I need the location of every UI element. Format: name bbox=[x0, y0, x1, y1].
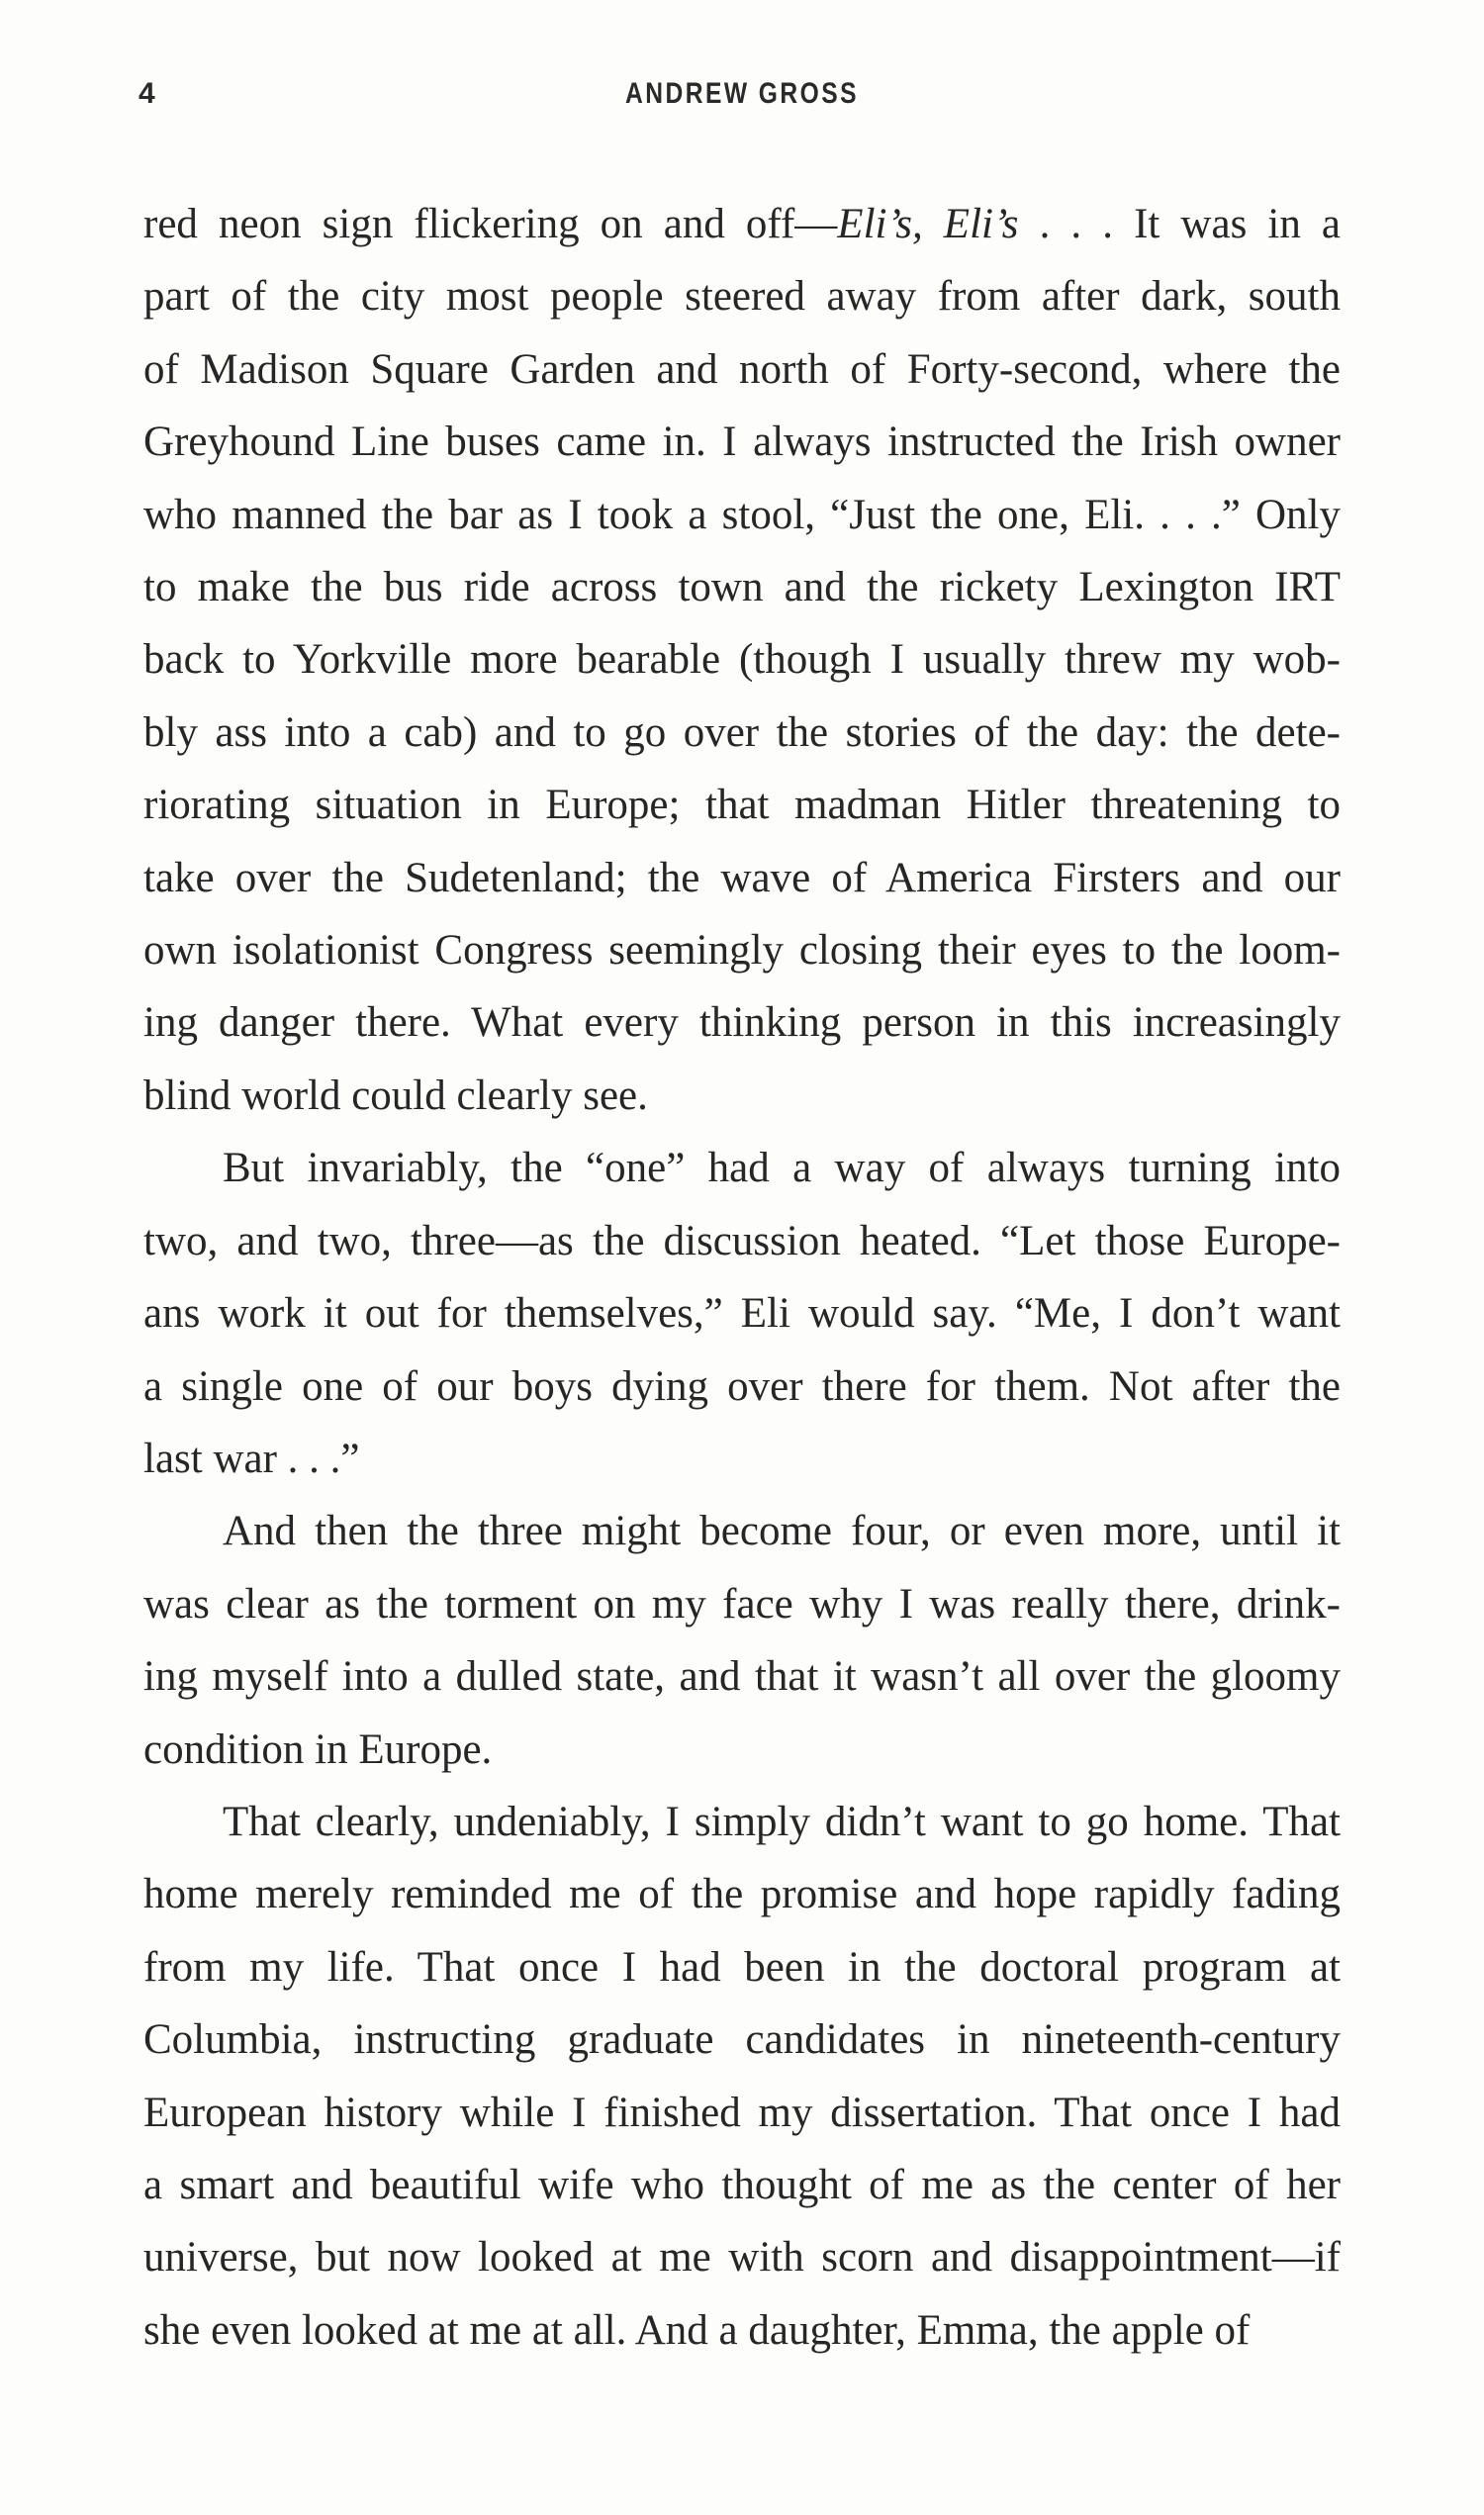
text-line: take over the Sudetenland; the wave of America Firsters and our bbox=[143, 854, 1341, 901]
running-title: ANDREW GROSS bbox=[625, 77, 859, 110]
text-line: universe, but now looked at me with scorn and disappointment—if bbox=[143, 2234, 1341, 2282]
text-line: part of the city most people steered away from after dark, south bbox=[143, 273, 1341, 321]
text-line: bly ass into a cab) and to go over the stories of the day: the dete- bbox=[143, 708, 1341, 756]
text-line: two, and two, three—as the discussion heated. “Let those Europe- bbox=[143, 1217, 1341, 1264]
text-line: condition in Europe. bbox=[143, 1725, 493, 1773]
text-line: riorating situation in Europe; that madman Hitler threatening to bbox=[143, 782, 1341, 829]
text-line: from my life. That once I had been in the doctoral program at bbox=[143, 1943, 1341, 1991]
text-line: last war . . .” bbox=[143, 1435, 360, 1482]
text-line: red neon sign flickering on and off—Eli’s, Eli’s . . . It was in a bbox=[143, 201, 1342, 247]
text-line: ing myself into a dulled state, and that it wasn’t all over the gloomy bbox=[143, 1653, 1341, 1701]
text-line: to make the bus ride across town and the rickety Lexington IRT bbox=[143, 564, 1341, 611]
text-line: home merely reminded me of the promise and hope rapidly fading bbox=[143, 1871, 1341, 1918]
text-line: ans work it out for themselves,” Eli would say. “Me, I don’t want bbox=[143, 1290, 1341, 1338]
text-line: ing danger there. What every thinking person in this increasingly bbox=[143, 999, 1341, 1047]
text-line: European history while I finished my dissertation. That once I had bbox=[143, 2089, 1341, 2136]
text-line: Greyhound Line buses came in. I always instructed the Irish owner bbox=[143, 419, 1341, 466]
page-number: 4 bbox=[139, 77, 156, 110]
text-line: she even looked at me at all. And a daughter, Emma, the apple of bbox=[143, 2306, 1251, 2354]
text-line: That clearly, undeniably, I simply didn’t want to go home. That bbox=[223, 1798, 1341, 1845]
text-line: of Madison Square Garden and north of Forty-second, where the bbox=[143, 345, 1341, 393]
body-text bbox=[143, 188, 1341, 2367]
paragraph bbox=[143, 1495, 1341, 1786]
text-line: own isolationist Congress seemingly closing their eyes to the loom- bbox=[143, 927, 1341, 975]
text-line: was clear as the torment on my face why I was really there, drink- bbox=[143, 1580, 1341, 1628]
text-line: a single one of our boys dying over there for them. Not after the bbox=[143, 1362, 1341, 1410]
text-line: a smart and beautiful wife who thought of me as the center of her bbox=[143, 2161, 1341, 2208]
paragraph bbox=[143, 1786, 1341, 2367]
text-line: But invariably, the “one” had a way of always turning into bbox=[223, 1145, 1341, 1192]
text-line: back to Yorkville more bearable (though I usually threw my wob- bbox=[143, 636, 1341, 684]
paragraph bbox=[143, 188, 1341, 1132]
text-line: who manned the bar as I took a stool, “Just the one, Eli. . . .” Only bbox=[143, 491, 1341, 538]
text-line: blind world could clearly see. bbox=[143, 1071, 648, 1119]
text-line: Columbia, instructing graduate candidates in nineteenth-century bbox=[143, 2016, 1341, 2064]
running-header bbox=[139, 77, 1345, 127]
paragraph bbox=[143, 1132, 1341, 1495]
text-line: And then the three might become four, or even more, until it bbox=[223, 1508, 1341, 1555]
